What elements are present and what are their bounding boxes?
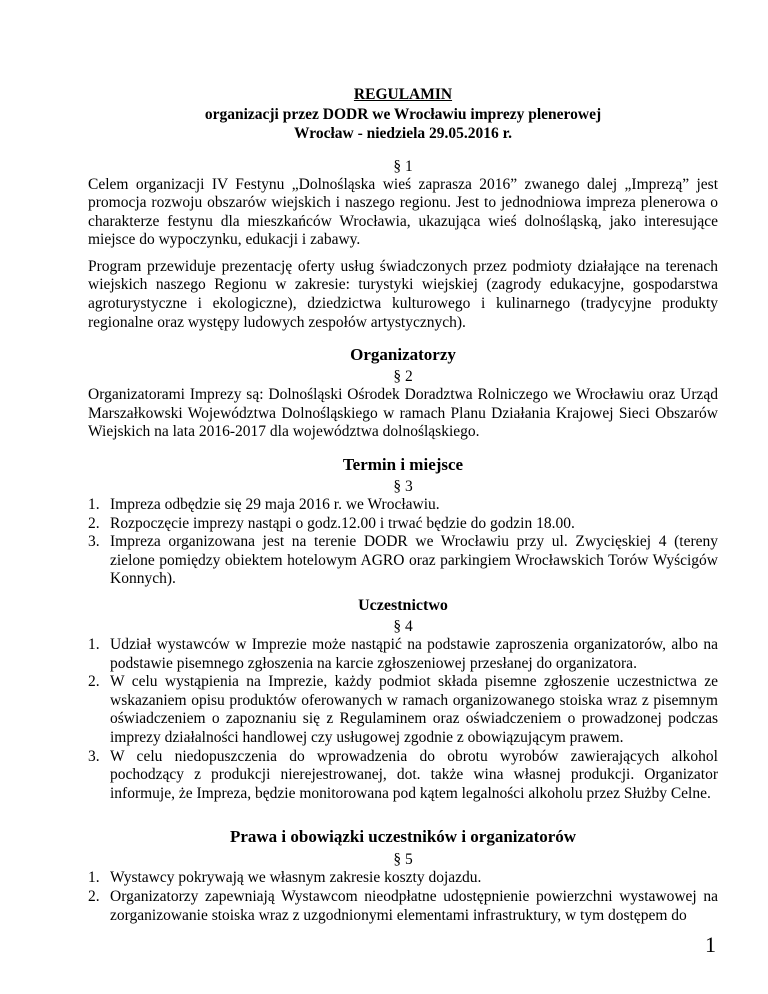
section-1-paragraph-1: Celem organizacji IV Festynu „Dolnośląska wieś zaprasza 2016” zwanego dalej „Imprezą” jest promocja rozwoju obszarów wiejskich i naszego regionu. Jest to jednodniowa impreza plenerowa o charakterze festynu dla mieszkańców Wrocławia, ukazująca wieś dolnośląską, jako interesujące miejsce do wypoczynku, edukacji i zabawy.: [88, 175, 718, 249]
section-2-sign: § 2: [393, 368, 413, 386]
title-regulamin: REGULAMIN: [353, 86, 453, 103]
list-item: 3. Impreza organizowana jest na terenie DODR we Wrocławiu przy ul. Zwycięskiej 4 (tereny zielone pomiędzy obiektem hotelowym AGRO oraz parkingiem Wrocławskich Torów Wyścigów Konnych).: [88, 533, 718, 588]
section-5-sign: § 5: [393, 851, 413, 869]
section-3-heading: Termin i miejsce: [342, 455, 464, 475]
list-item: 1. Impreza odbędzie się 29 maja 2016 r. we Wrocławiu.: [88, 496, 440, 514]
title-subtitle: organizacji przez DODR we Wrocławiu imprezy plenerowej: [204, 105, 602, 123]
section-3-list: [88, 496, 718, 589]
document-page: [88, 85, 718, 925]
list-item: 1. Udział wystawców w Imprezie może nastąpić na podstawie zaproszenia organizatorów, albo na podstawie pisemnego zgłoszenia na karcie zgłoszeniowej przesłanej do organizatora.: [88, 636, 718, 672]
page-number: 1: [705, 932, 716, 957]
section-5-list: [88, 869, 718, 925]
document-title: [88, 85, 718, 144]
section-2-paragraph: Organizatorami Imprezy są: Dolnośląski Ośrodek Doradztwa Rolniczego we Wrocławiu oraz Urząd Marszałkowski Województwa Dolnośląskiego w ramach Planu Działania Krajowej Sieci Obszarów Wiejskich na lata 2016-2017 dla województwa dolnośląskiego.: [88, 386, 718, 441]
list-item: 2. W celu wystąpienia na Imprezie, każdy podmiot składa pisemne zgłoszenie uczestnictwa ze wskazaniem opisu produktów oferowanych w ramach organizowanego stoiska wraz z pisemnym oświadczeniem o zapoznaniu się z Regulaminem oraz oświadczeniem o prowadzonej podczas imprezy działalności handlowej czy usługowej zgodnie z obowiązującym prawem.: [88, 673, 718, 746]
list-item: 3. W celu niedopuszczenia do wprowadzenia do obrotu wyrobów zawierających alkohol pochodzący z produkcji nierejestrowanej, dot. także wina własnej produkcji. Organizator informuje, że Impreza, będzie monitorowana pod kątem legalności alkoholu przez Służby Celne.: [88, 747, 718, 802]
section-4-list: [88, 636, 718, 803]
list-item: 2. Organizatorzy zapewniają Wystawcom nieodpłatne udostępnienie powierzchni wystawowej na zorganizowanie stoiska wraz z uzgodnionymi elementami infrastruktury, w tym dostępem do: [88, 887, 718, 924]
section-1-sign: § 1: [393, 157, 413, 175]
section-4-sign: § 4: [393, 618, 413, 635]
list-item: 1. Wystawcy pokrywają we własnym zakresie koszty dojazdu.: [88, 869, 482, 887]
list-item: 2. Rozpoczęcie imprezy nastąpi o godz.12.00 i trwać będzie do godzin 18.00.: [88, 514, 575, 532]
section-5-heading: Prawa i obowiązki uczestników i organizatorów: [229, 827, 577, 847]
section-2-heading: Organizatorzy: [350, 345, 456, 365]
section-4-heading: Uczestnictwo: [358, 597, 448, 614]
section-1-paragraph-2: Program przewiduje prezentację oferty usług świadczonych przez podmioty działające na terenach wiejskich naszego Regionu w zakresie: turystyki wiejskiej (zagrody edukacyjne, gospodarstwa agroturystyczne i ekologiczne), dziedzictwa kulturowego i kulinarnego (tradycyjne produkty regionalne oraz występy ludowych zespołów artystycznych).: [88, 257, 718, 331]
section-3-sign: § 3: [393, 478, 413, 496]
title-date: Wrocław - niedziela 29.05.2016 r.: [294, 125, 512, 142]
